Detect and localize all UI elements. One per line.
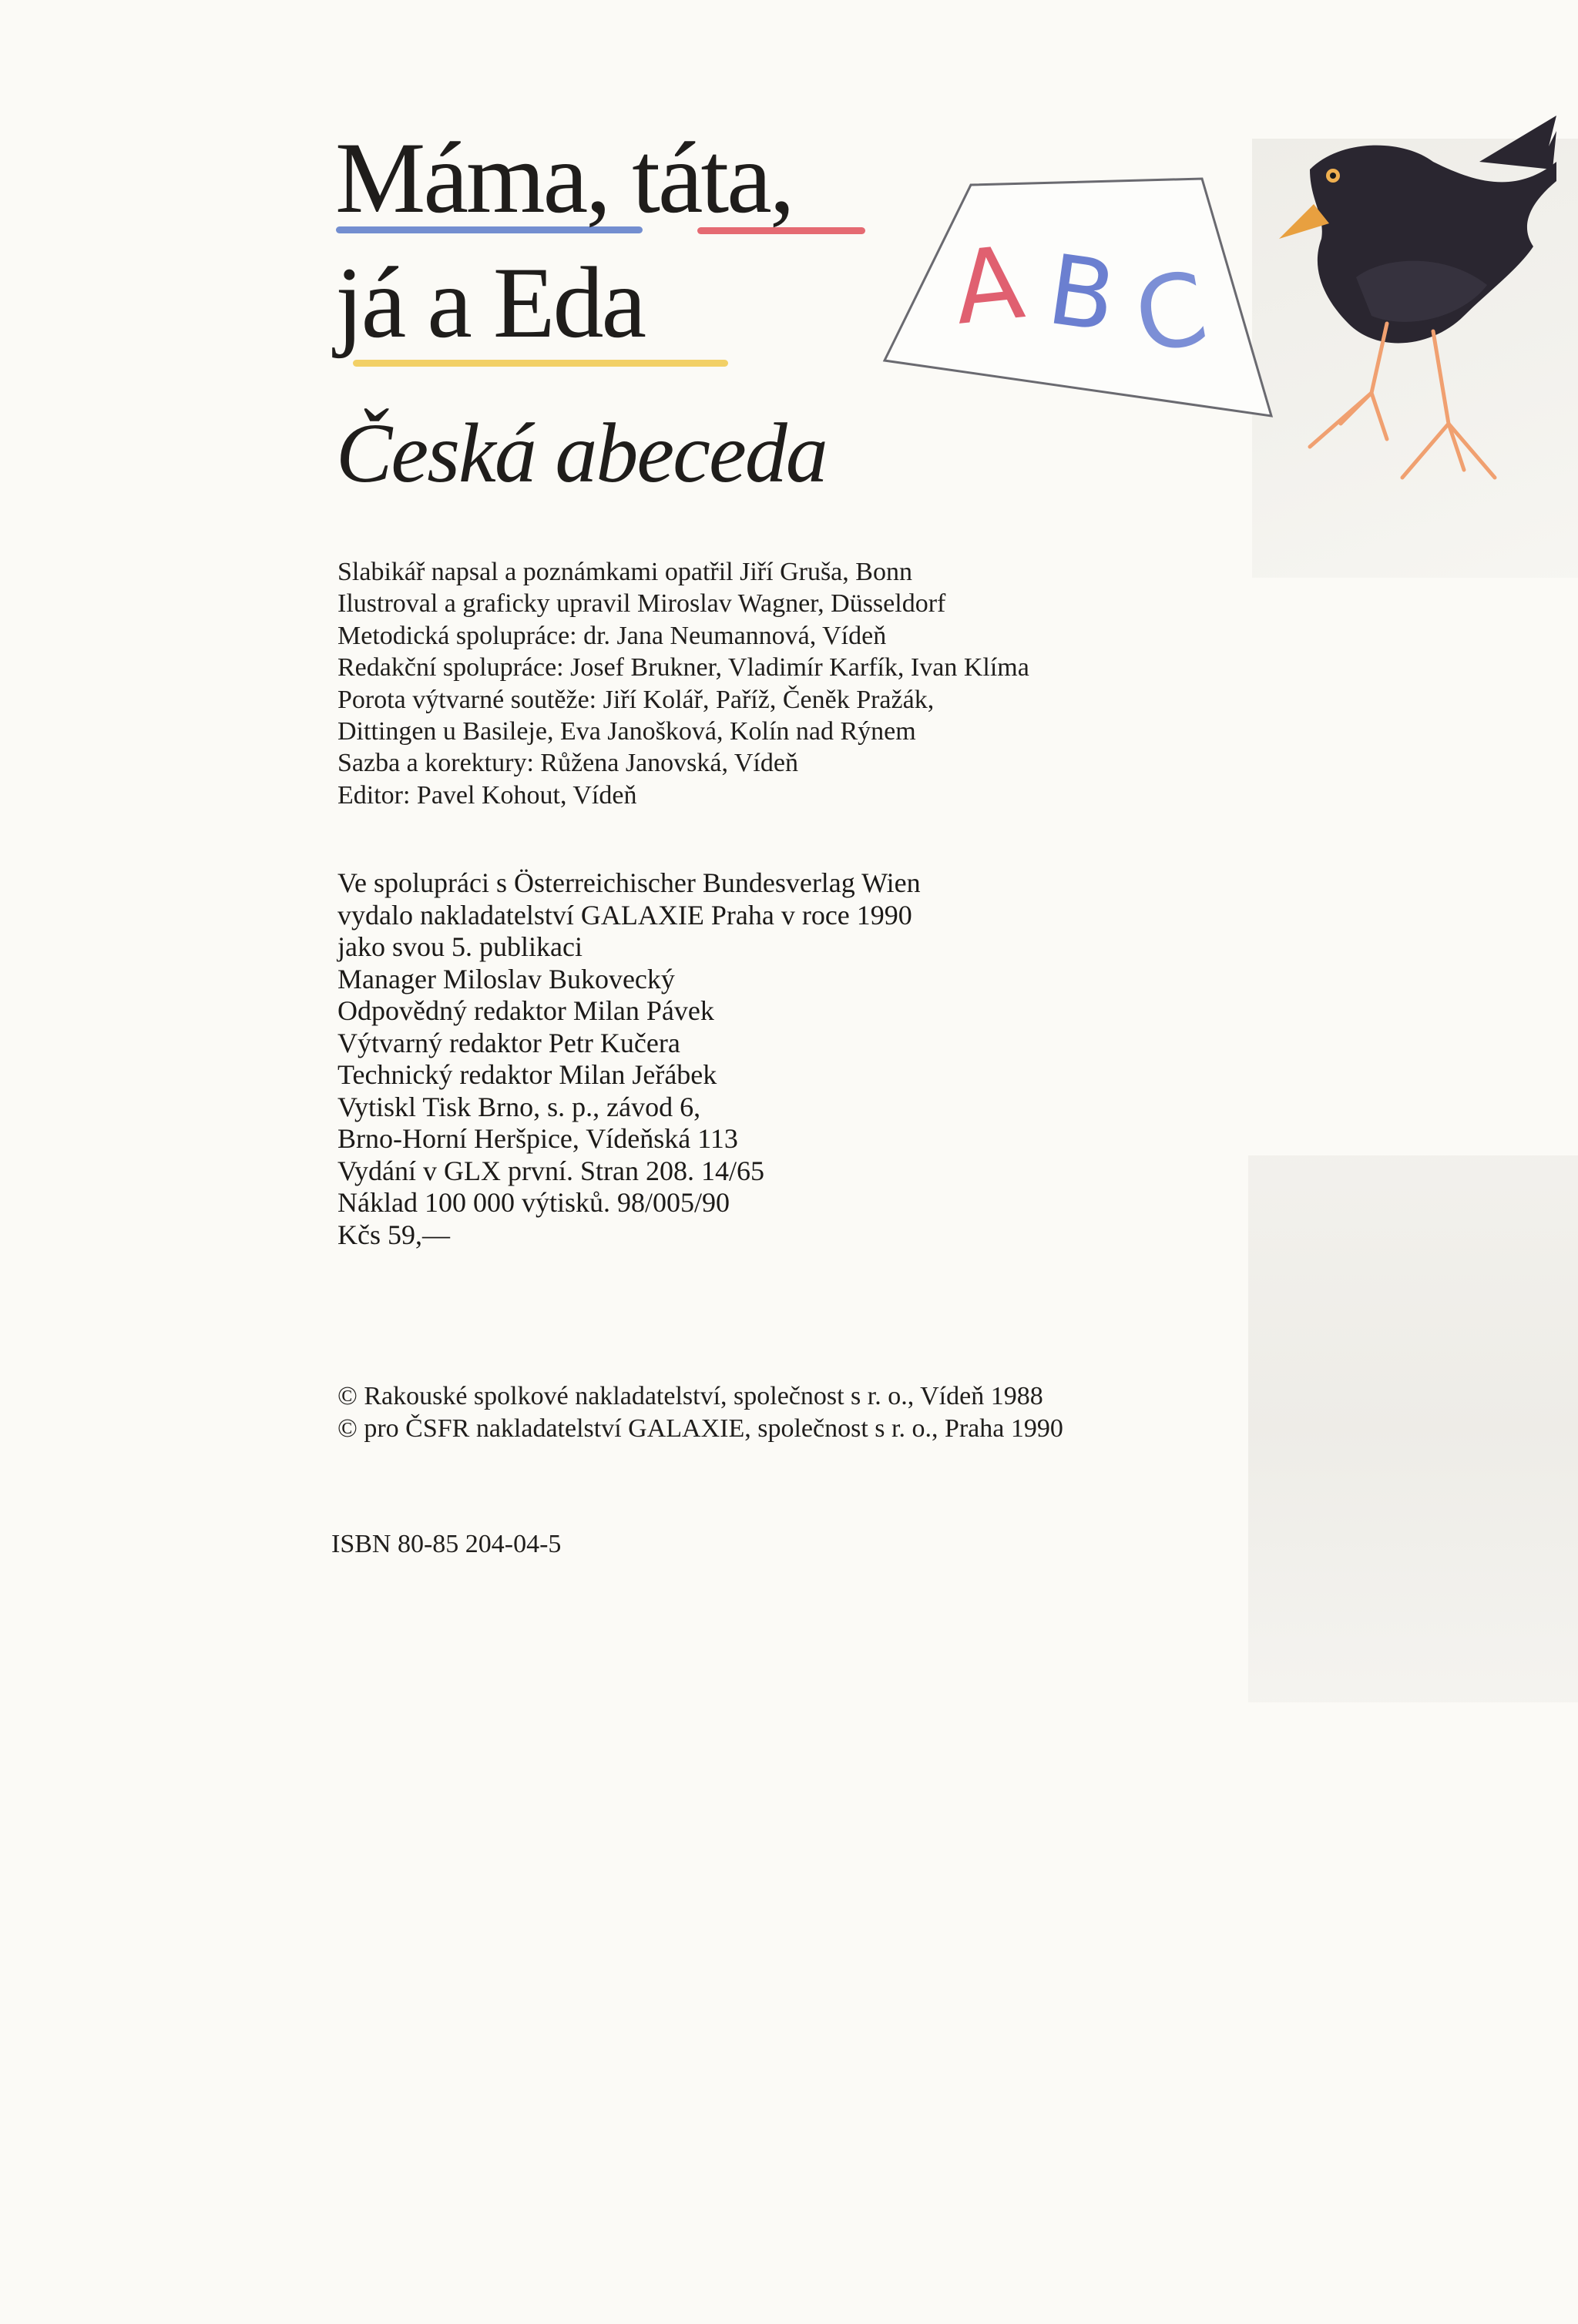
publishing-line: Kčs 59,— xyxy=(337,1219,450,1250)
show-through-photo-bottom xyxy=(1248,1155,1578,1702)
publishing-line: Náklad 100 000 výtisků. 98/005/90 xyxy=(337,1187,730,1218)
publishing-line: Technický redaktor Milan Jeřábek xyxy=(337,1059,717,1090)
publishing-line: Výtvarný redaktor Petr Kučera xyxy=(337,1027,680,1058)
credit-line: Redakční spolupráce: Josef Brukner, Vladimír Karfík, Ivan Klíma xyxy=(337,653,1029,682)
credit-line: Porota výtvarné soutěže: Jiří Kolář, Paříž, Čeněk Pražák, xyxy=(337,685,935,714)
credit-line: Metodická spolupráce: dr. Jana Neumannová, Vídeň xyxy=(337,621,887,650)
isbn: ISBN 80-85 204-04-5 xyxy=(331,1530,562,1558)
publishing-line: jako svou 5. publikaci xyxy=(337,931,583,962)
abc-card xyxy=(885,179,1271,416)
credit-line: Dittingen u Basileje, Eva Janošková, Kolín nad Rýnem xyxy=(337,717,916,746)
publishing-line: Vydání v GLX první. Stran 208. 14/65 xyxy=(337,1155,764,1186)
letter-b: B xyxy=(1041,233,1123,354)
title-underline-yellow xyxy=(353,360,728,367)
publishing-line: Brno-Horní Heršpice, Vídeňská 113 xyxy=(337,1123,738,1154)
credit-line: Editor: Pavel Kohout, Vídeň xyxy=(337,780,637,810)
publishing-line: Odpovědný redaktor Milan Pávek xyxy=(337,995,714,1026)
credits-block xyxy=(337,556,1029,811)
book-subtitle: Česká abeceda xyxy=(336,406,827,500)
credit-line: Ilustroval a graficky upravil Miroslav Wagner, Düsseldorf xyxy=(337,589,946,619)
publishing-block xyxy=(337,867,921,1251)
title-line-1: Máma, táta, xyxy=(335,121,793,234)
letter-c: C xyxy=(1126,249,1216,377)
copyright-line: © pro ČSFR nakladatelství GALAXIE, společnost s r. o., Praha 1990 xyxy=(337,1414,1063,1443)
blackbird xyxy=(1279,116,1556,478)
credit-line: Slabikář napsal a poznámkami opatřil Jiří Gruša, Bonn xyxy=(337,558,912,586)
bird-with-abc-card-illustration xyxy=(878,116,1556,485)
letter-a: A xyxy=(948,223,1029,347)
publishing-line: Ve spolupráci s Österreichischer Bundesverlag Wien xyxy=(337,867,921,898)
copyright-block xyxy=(337,1380,1063,1445)
publishing-line: vydalo nakladatelství GALAXIE Praha v roce 1990 xyxy=(337,899,912,931)
publishing-line: Vytiskl Tisk Brno, s. p., závod 6, xyxy=(337,1091,701,1122)
book-title xyxy=(335,121,793,359)
publishing-line: Manager Miloslav Bukovecký xyxy=(337,963,675,994)
credit-line: Sazba a korektury: Růžena Janovská, Vídeň xyxy=(337,749,798,778)
title-line-2: já a Eda xyxy=(335,246,645,359)
copyright-line: © Rakouské spolkové nakladatelství, společnost s r. o., Vídeň 1988 xyxy=(337,1382,1043,1410)
